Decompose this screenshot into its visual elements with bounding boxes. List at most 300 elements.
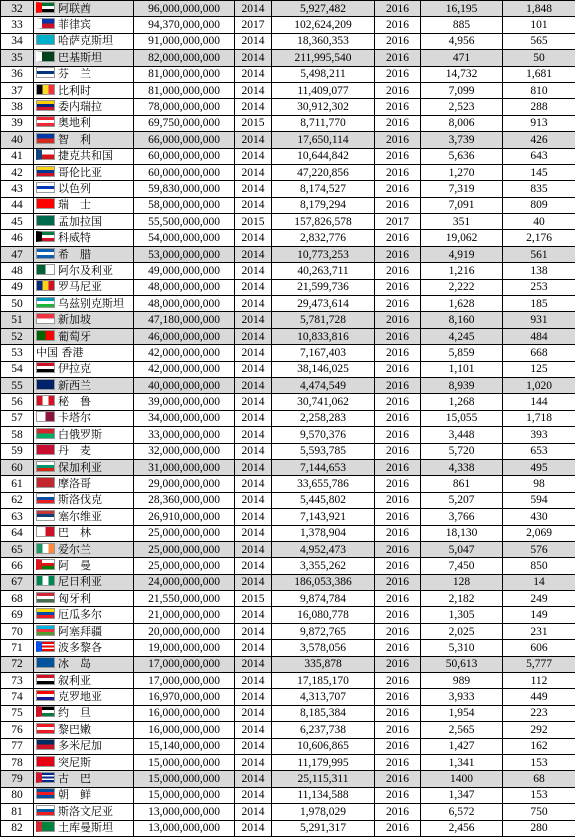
country-cell	[34, 509, 134, 525]
value-cell: 15,000,000,000	[134, 771, 235, 787]
country-name: 突尼斯	[58, 756, 91, 769]
value-cell: 40,000,000,000	[134, 377, 235, 393]
country-cell	[34, 115, 134, 131]
table-row	[1, 214, 575, 230]
per-capita-cell: 1,427	[421, 738, 503, 754]
country-cell	[34, 754, 134, 770]
population-year-cell: 2016	[375, 361, 421, 377]
country-name: 丹 麦	[58, 444, 91, 457]
country-name: 乌兹别克斯坦	[58, 297, 124, 310]
year-cell: 2014	[235, 181, 272, 197]
rank-cell: 36	[1, 66, 34, 82]
table-row	[1, 377, 575, 393]
year-cell: 2014	[235, 345, 272, 361]
value-cell: 15,140,000,000	[134, 738, 235, 754]
population-cell: 30,741,062	[272, 394, 375, 410]
usd-cell: 185	[503, 296, 575, 312]
country-flag-icon	[36, 772, 55, 783]
country-name: 孟加拉国	[58, 215, 102, 228]
population-year-cell: 2016	[375, 525, 421, 541]
table-row	[1, 804, 575, 820]
usd-cell: 50	[503, 50, 575, 66]
country-flag-icon	[36, 395, 55, 406]
country-cell	[34, 525, 134, 541]
per-capita-cell: 8,006	[421, 115, 503, 131]
rank-cell: 45	[1, 214, 34, 230]
usd-cell: 430	[503, 509, 575, 525]
country-flag-icon	[36, 149, 55, 160]
year-cell: 2014	[235, 673, 272, 689]
population-year-cell: 2016	[375, 443, 421, 459]
population-year-cell: 2016	[375, 705, 421, 721]
country-flag-icon	[36, 411, 55, 422]
country-name: 保加利亚	[58, 461, 102, 474]
country-flag-icon	[36, 215, 55, 226]
value-cell: 53,000,000,000	[134, 246, 235, 262]
population-year-cell: 2016	[375, 673, 421, 689]
year-cell: 2014	[235, 722, 272, 738]
country-flag-icon	[36, 641, 55, 652]
value-cell: 33,000,000,000	[134, 427, 235, 443]
population-cell: 3,355,262	[272, 558, 375, 574]
country-flag-icon	[36, 543, 55, 554]
country-name: 阿联酋	[58, 2, 91, 15]
year-cell: 2014	[235, 558, 272, 574]
usd-cell: 153	[503, 787, 575, 803]
country-name: 塞尔维亚	[58, 510, 102, 523]
country-cell	[34, 476, 134, 492]
country-name: 科威特	[58, 231, 91, 244]
population-cell: 33,655,786	[272, 476, 375, 492]
table-row	[1, 410, 575, 426]
usd-cell: 1,681	[503, 66, 575, 82]
year-cell: 2014	[235, 82, 272, 98]
population-year-cell: 2016	[375, 541, 421, 557]
population-year-cell: 2016	[375, 640, 421, 656]
usd-cell: 426	[503, 132, 575, 148]
per-capita-cell: 4,956	[421, 33, 503, 49]
rank-cell: 52	[1, 328, 34, 344]
per-capita-cell: 7,450	[421, 558, 503, 574]
country-flag-icon	[36, 248, 55, 259]
country-flag-icon	[36, 674, 55, 685]
per-capita-cell: 2,523	[421, 99, 503, 115]
country-name: 巴基斯坦	[58, 51, 102, 64]
value-cell: 13,000,000,000	[134, 804, 235, 820]
value-cell: 60,000,000,000	[134, 148, 235, 164]
country-flag-icon	[36, 18, 55, 29]
country-name: 瑞 士	[58, 198, 91, 211]
table-row	[1, 17, 575, 33]
value-cell: 15,000,000,000	[134, 754, 235, 770]
country-cell	[34, 377, 134, 393]
per-capita-cell: 1,341	[421, 754, 503, 770]
value-cell: 15,000,000,000	[134, 787, 235, 803]
per-capita-cell: 885	[421, 17, 503, 33]
country-name: 摩洛哥	[58, 477, 91, 490]
usd-cell: 5,777	[503, 656, 575, 672]
country-name: 以色列	[58, 182, 91, 195]
population-cell: 2,258,283	[272, 410, 375, 426]
country-flag-icon	[36, 428, 55, 439]
country-flag-icon	[36, 608, 55, 619]
rank-cell: 33	[1, 17, 34, 33]
year-cell: 2014	[235, 705, 272, 721]
year-cell: 2014	[235, 1, 272, 17]
country-cell	[34, 181, 134, 197]
rank-cell: 69	[1, 607, 34, 623]
country-cell	[34, 705, 134, 721]
table-row	[1, 705, 575, 721]
country-flag-icon	[36, 690, 55, 701]
country-flag-icon	[36, 477, 55, 488]
population-year-cell: 2016	[375, 410, 421, 426]
country-cell	[34, 673, 134, 689]
country-flag-icon	[36, 739, 55, 750]
population-cell: 4,952,473	[272, 541, 375, 557]
value-cell: 16,970,000,000	[134, 689, 235, 705]
year-cell: 2014	[235, 66, 272, 82]
population-cell: 5,291,317	[272, 820, 375, 836]
per-capita-cell: 5,310	[421, 640, 503, 656]
per-capita-cell: 4,919	[421, 246, 503, 262]
population-cell: 186,053,386	[272, 574, 375, 590]
population-year-cell: 2016	[375, 99, 421, 115]
population-year-cell: 2016	[375, 509, 421, 525]
country-cell	[34, 640, 134, 656]
usd-cell: 750	[503, 804, 575, 820]
year-cell: 2014	[235, 230, 272, 246]
rank-cell: 77	[1, 738, 34, 754]
country-flag-icon	[36, 821, 55, 832]
value-cell: 21,000,000,000	[134, 607, 235, 623]
table-row	[1, 296, 575, 312]
table-row	[1, 787, 575, 803]
table-row	[1, 99, 575, 115]
rank-cell: 68	[1, 591, 34, 607]
rank-cell: 80	[1, 787, 34, 803]
rank-cell: 62	[1, 492, 34, 508]
usd-cell: 576	[503, 541, 575, 557]
country-cell	[34, 541, 134, 557]
country-name: 阿尔及利亚	[58, 264, 113, 277]
rank-cell: 72	[1, 656, 34, 672]
population-year-cell: 2016	[375, 804, 421, 820]
usd-cell: 2,069	[503, 525, 575, 541]
value-cell: 48,000,000,000	[134, 296, 235, 312]
rank-cell: 81	[1, 804, 34, 820]
population-cell: 9,872,765	[272, 623, 375, 639]
population-year-cell: 2016	[375, 328, 421, 344]
population-cell: 1,378,904	[272, 525, 375, 541]
value-cell: 48,000,000,000	[134, 279, 235, 295]
year-cell: 2014	[235, 771, 272, 787]
population-cell: 102,624,209	[272, 17, 375, 33]
population-year-cell: 2017	[375, 214, 421, 230]
country-name: 阿 曼	[58, 559, 91, 572]
table-row	[1, 640, 575, 656]
usd-cell: 145	[503, 164, 575, 180]
population-cell: 10,833,816	[272, 328, 375, 344]
usd-cell: 253	[503, 279, 575, 295]
value-cell: 13,000,000,000	[134, 820, 235, 836]
country-name: 伊拉克	[58, 362, 91, 375]
population-year-cell: 2016	[375, 1, 421, 17]
rank-cell: 66	[1, 558, 34, 574]
year-cell: 2014	[235, 33, 272, 49]
population-year-cell: 2016	[375, 607, 421, 623]
country-flag-icon	[36, 198, 55, 209]
country-cell	[34, 246, 134, 262]
usd-cell: 1,848	[503, 1, 575, 17]
year-cell: 2014	[235, 804, 272, 820]
country-flag-icon	[36, 444, 55, 455]
year-cell: 2014	[235, 525, 272, 541]
country-flag-icon	[36, 297, 55, 308]
table-row	[1, 525, 575, 541]
country-cell	[34, 230, 134, 246]
country-flag-icon	[36, 2, 55, 13]
country-cell	[34, 607, 134, 623]
country-cell	[34, 50, 134, 66]
population-year-cell: 2016	[375, 738, 421, 754]
country-cell	[34, 1, 134, 17]
table-row	[1, 656, 575, 672]
per-capita-cell: 3,739	[421, 132, 503, 148]
population-year-cell: 2016	[375, 377, 421, 393]
country-flag-icon	[36, 559, 55, 570]
population-year-cell: 2016	[375, 230, 421, 246]
population-cell: 5,498,211	[272, 66, 375, 82]
country-cell	[34, 738, 134, 754]
table-row	[1, 312, 575, 328]
table-row	[1, 82, 575, 98]
population-cell: 38,146,025	[272, 361, 375, 377]
table-row	[1, 443, 575, 459]
population-year-cell: 2016	[375, 656, 421, 672]
per-capita-cell: 4,245	[421, 328, 503, 344]
rank-cell: 47	[1, 246, 34, 262]
rank-cell: 34	[1, 33, 34, 49]
population-cell: 3,578,056	[272, 640, 375, 656]
rank-cell: 57	[1, 410, 34, 426]
table-row	[1, 50, 575, 66]
usd-cell: 1,020	[503, 377, 575, 393]
country-name: 卡塔尔	[58, 411, 91, 424]
value-cell: 55,500,000,000	[134, 214, 235, 230]
rank-cell: 32	[1, 1, 34, 17]
usd-cell: 138	[503, 263, 575, 279]
per-capita-cell: 128	[421, 574, 503, 590]
country-cell	[34, 33, 134, 49]
per-capita-cell: 5,636	[421, 148, 503, 164]
per-capita-cell: 8,160	[421, 312, 503, 328]
per-capita-cell: 861	[421, 476, 503, 492]
value-cell: 69,750,000,000	[134, 115, 235, 131]
country-name: 朝 鲜	[58, 788, 91, 801]
year-cell: 2014	[235, 738, 272, 754]
per-capita-cell: 471	[421, 50, 503, 66]
country-cell	[34, 623, 134, 639]
population-year-cell: 2016	[375, 591, 421, 607]
table-row	[1, 574, 575, 590]
country-cell	[34, 574, 134, 590]
usd-cell: 835	[503, 181, 575, 197]
population-cell: 47,220,856	[272, 164, 375, 180]
rank-cell: 46	[1, 230, 34, 246]
country-name: 尼日利亚	[58, 575, 102, 588]
country-name: 菲律宾	[58, 18, 91, 31]
country-cell	[34, 459, 134, 475]
population-cell: 10,773,253	[272, 246, 375, 262]
country-flag-icon	[36, 34, 55, 45]
country-flag-icon	[36, 756, 55, 767]
country-cell	[34, 263, 134, 279]
year-cell: 2014	[235, 640, 272, 656]
usd-cell: 149	[503, 607, 575, 623]
rank-cell: 79	[1, 771, 34, 787]
population-cell: 8,179,294	[272, 197, 375, 213]
per-capita-cell: 5,720	[421, 443, 503, 459]
year-cell: 2014	[235, 164, 272, 180]
population-cell: 8,711,770	[272, 115, 375, 131]
rank-cell: 48	[1, 263, 34, 279]
population-year-cell: 2016	[375, 574, 421, 590]
country-name: 阿塞拜疆	[58, 625, 102, 638]
population-cell: 21,599,736	[272, 279, 375, 295]
value-cell: 29,000,000,000	[134, 476, 235, 492]
value-cell: 24,000,000,000	[134, 574, 235, 590]
year-cell: 2014	[235, 443, 272, 459]
usd-cell: 125	[503, 361, 575, 377]
population-cell: 9,570,376	[272, 427, 375, 443]
year-cell: 2014	[235, 656, 272, 672]
country-cell	[34, 17, 134, 33]
value-cell: 54,000,000,000	[134, 230, 235, 246]
per-capita-cell: 16,195	[421, 1, 503, 17]
country-flag-icon	[36, 362, 55, 373]
year-cell: 2014	[235, 148, 272, 164]
country-cell	[34, 771, 134, 787]
country-name: 哈萨克斯坦	[58, 34, 113, 47]
year-cell: 2015	[235, 115, 272, 131]
population-cell: 4,313,707	[272, 689, 375, 705]
country-cell	[34, 345, 134, 361]
per-capita-cell: 2,565	[421, 722, 503, 738]
year-cell: 2014	[235, 328, 272, 344]
rank-cell: 54	[1, 361, 34, 377]
value-cell: 91,000,000,000	[134, 33, 235, 49]
table-row	[1, 427, 575, 443]
country-flag-icon	[36, 67, 55, 78]
population-year-cell: 2016	[375, 345, 421, 361]
usd-cell: 68	[503, 771, 575, 787]
country-name: 秘 鲁	[58, 395, 91, 408]
country-name: 斯洛文尼亚	[58, 805, 113, 818]
per-capita-cell: 1,216	[421, 263, 503, 279]
population-year-cell: 2016	[375, 115, 421, 131]
rank-cell: 64	[1, 525, 34, 541]
population-cell: 8,185,384	[272, 705, 375, 721]
usd-cell: 913	[503, 115, 575, 131]
country-name: 波多黎各	[58, 641, 102, 654]
population-year-cell: 2016	[375, 623, 421, 639]
value-cell: 34,000,000,000	[134, 410, 235, 426]
population-year-cell: 2016	[375, 754, 421, 770]
population-year-cell: 2016	[375, 312, 421, 328]
value-cell: 16,000,000,000	[134, 705, 235, 721]
rank-cell: 35	[1, 50, 34, 66]
country-cell	[34, 279, 134, 295]
table-row	[1, 492, 575, 508]
population-cell: 25,115,311	[272, 771, 375, 787]
table-row	[1, 623, 575, 639]
usd-cell: 292	[503, 722, 575, 738]
per-capita-cell: 3,448	[421, 427, 503, 443]
population-year-cell: 2016	[375, 296, 421, 312]
year-cell: 2017	[235, 17, 272, 33]
country-cell	[34, 689, 134, 705]
value-cell: 42,000,000,000	[134, 361, 235, 377]
population-cell: 5,781,728	[272, 312, 375, 328]
population-year-cell: 2016	[375, 197, 421, 213]
country-flag-icon	[36, 133, 55, 144]
country-flag-icon	[36, 788, 55, 799]
year-cell: 2014	[235, 820, 272, 836]
population-year-cell: 2016	[375, 181, 421, 197]
rank-cell: 49	[1, 279, 34, 295]
year-cell: 2015	[235, 214, 272, 230]
country-flag-icon	[36, 592, 55, 603]
population-cell: 8,174,527	[272, 181, 375, 197]
year-cell: 2014	[235, 197, 272, 213]
per-capita-cell: 2,456	[421, 820, 503, 836]
country-name: 约 旦	[58, 706, 91, 719]
country-cell	[34, 804, 134, 820]
per-capita-cell: 1,954	[421, 705, 503, 721]
country-flag-icon	[36, 805, 55, 816]
table-row	[1, 459, 575, 475]
country-name: 哥伦比亚	[58, 166, 102, 179]
country-cell	[34, 328, 134, 344]
country-cell	[34, 214, 134, 230]
per-capita-cell: 3,766	[421, 509, 503, 525]
year-cell: 2014	[235, 132, 272, 148]
country-name: 芬 兰	[58, 67, 91, 80]
value-cell: 39,000,000,000	[134, 394, 235, 410]
country-cell	[34, 591, 134, 607]
population-cell: 157,826,578	[272, 214, 375, 230]
year-cell: 2014	[235, 623, 272, 639]
country-flag-icon	[36, 231, 55, 242]
table-row	[1, 164, 575, 180]
country-name: 捷克共和国	[58, 149, 113, 162]
country-cell	[34, 558, 134, 574]
table-row	[1, 591, 575, 607]
table-row	[1, 673, 575, 689]
table-row	[1, 607, 575, 623]
population-year-cell: 2016	[375, 492, 421, 508]
population-year-cell: 2016	[375, 722, 421, 738]
table-row	[1, 132, 575, 148]
year-cell: 2014	[235, 361, 272, 377]
country-flag-icon	[36, 723, 55, 734]
population-year-cell: 2016	[375, 66, 421, 82]
rank-cell: 82	[1, 820, 34, 836]
population-cell: 11,179,995	[272, 754, 375, 770]
usd-cell: 449	[503, 689, 575, 705]
population-year-cell: 2016	[375, 558, 421, 574]
